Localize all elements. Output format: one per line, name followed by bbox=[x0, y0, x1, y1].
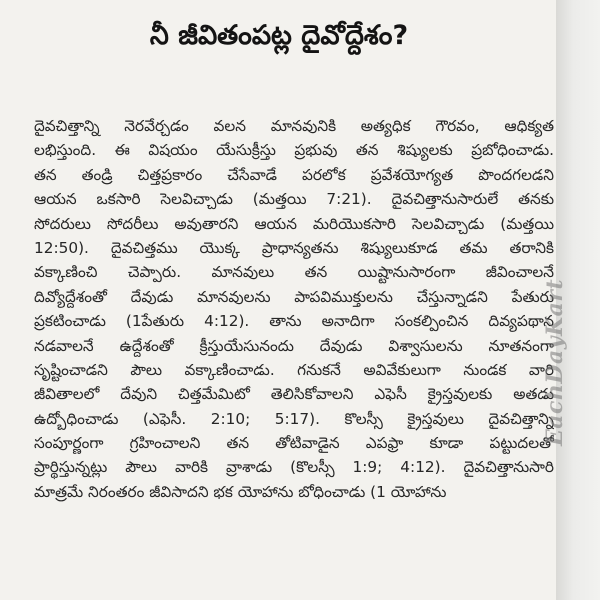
text-line: తన తండ్రి చిత్తప్రకారం చేసేవాడే పరలోక ప్రవేశయోగ్యత పొందగలడని bbox=[34, 165, 554, 184]
text-line: జీవితాలలో దేవుని చిత్తమేమిటో తెలిసికోవాలని ఎఫెసీ క్రైస్తవులకు అతడు bbox=[34, 385, 554, 404]
text-line: సోదరులు సోదరీలు అవుతారని ఆయన మరియొకసారి సెలవిచ్చాడు (మత్తయి bbox=[34, 214, 554, 233]
text-line: సృష్టించాడని పౌలు వక్కాణించాడు. గనుకనే అవివేకులుగా నుండక వారి bbox=[34, 360, 554, 379]
text-line: ఆయన ఒకసారి సెలవిచ్చాడు (మత్తయి 7:21). దైవచిత్తానుసారులే తనకు bbox=[34, 190, 554, 209]
text-line: దివ్యోద్దేశంతో దేవుడు మానవులను పాపవిముక్తులను చేస్తున్నాడని పేతురు bbox=[34, 287, 554, 306]
body-paragraph bbox=[34, 114, 554, 504]
page-title: నీ జీవితంపట్ల దైవోద్దేశం? bbox=[149, 20, 409, 51]
text-line: ప్రార్థిస్తున్నట్లు పౌలు వారికి వ్రాశాడు (కొలస్సీ 1:9; 4:12). దైవచిత్తానుసారి bbox=[34, 458, 554, 477]
watermark: EachDayKart bbox=[542, 278, 568, 446]
text-line: మాత్రమే నిరంతరం జీవిసాదని భక యోహాను బోధించాడు (1 యోహాను bbox=[34, 482, 447, 501]
text-line: ప్రకటించాడు (1పేతురు 4:12). తాను అనాదిగా సంకల్పించిన దివ్యపథాన bbox=[34, 312, 554, 331]
text-line: దైవచిత్తాన్ని నెరవేర్చడం వలన మానవునికి అత్యధిక గౌరవం, ఆధిక్యత bbox=[34, 117, 554, 135]
text-line: నడవాలనే ఉద్దేశంతో క్రీస్తుయేసునందు దేవుడు విశ్వాసులను నూతనంగా bbox=[34, 336, 554, 355]
text-line: సంపూర్ణంగా గ్రహించాలని తన తోటివాడైన ఎపఫ్రా కూడా పట్టుదలతో bbox=[34, 434, 554, 453]
text-line: లభిస్తుంది. ఈ విషయం యేసుక్రీస్తు ప్రభువు తన శిష్యులకు ప్రబోధించాడు. bbox=[34, 141, 554, 160]
text-line: ఉద్బోధించాడు (ఎఫెసీ. 2:10; 5:17). కొలస్సీ క్రైస్తవులు దైవచిత్తాన్ని bbox=[34, 409, 554, 428]
text-line: 12:50). దైవచిత్తము యొక్క ప్రాధాన్యతను శిష్యులుకూడ తమ తరానికి bbox=[34, 238, 554, 257]
text-line: వక్కాణించి చెప్పారు. మానవులు తన యిష్టానుసారంగా జీవించాలనే bbox=[34, 263, 554, 282]
